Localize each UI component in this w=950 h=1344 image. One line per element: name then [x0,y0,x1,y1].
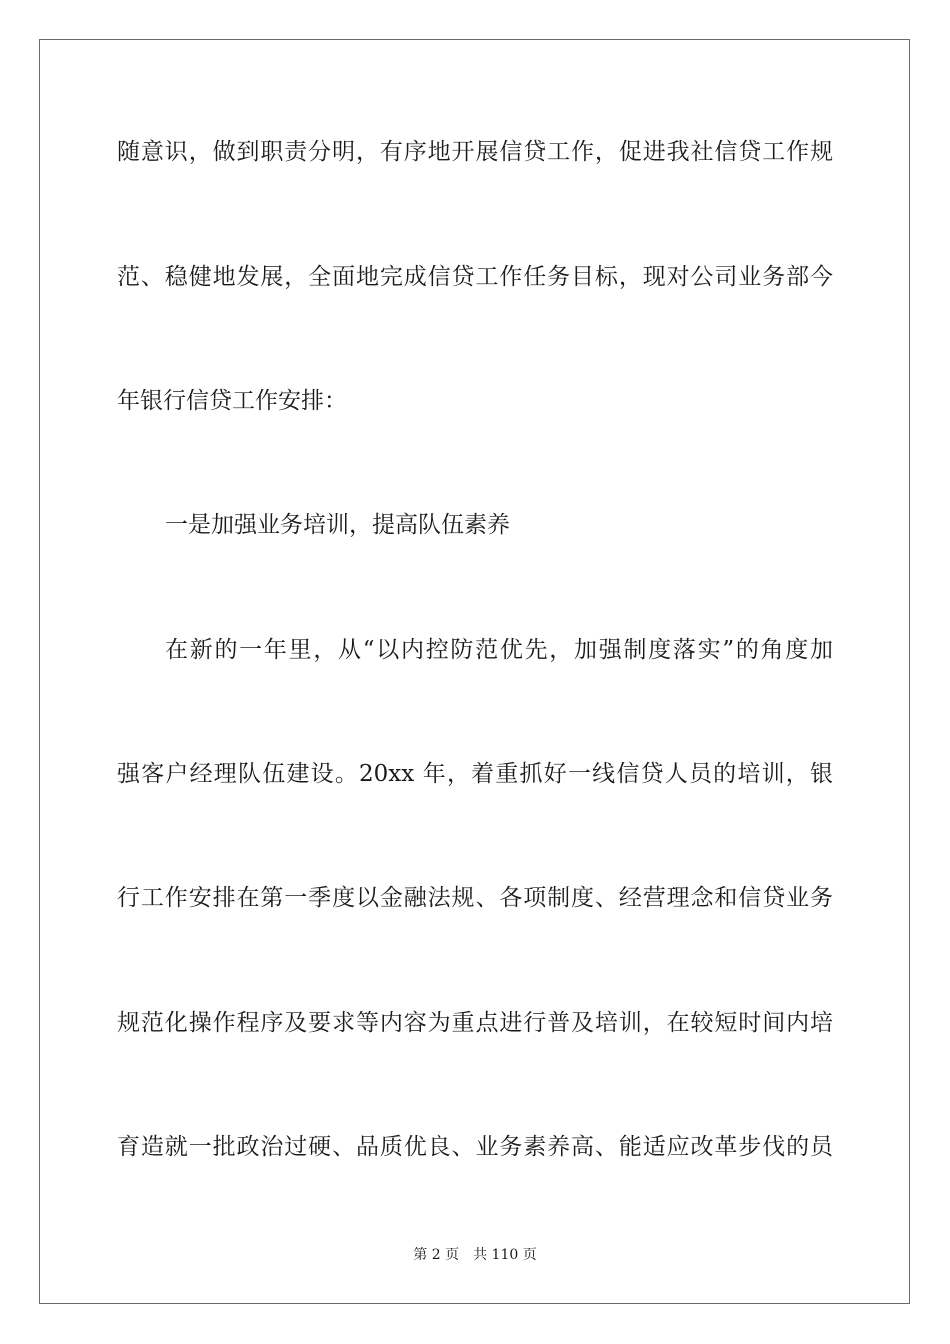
paragraph-line-5: 强客户经理队伍建设。20xx 年，着重抓好一线信贷人员的培训，银 [117,761,833,787]
paragraph-line-6: 行工作安排在第一季度以金融法规、各项制度、经营理念和信贷业务 [117,885,833,911]
paragraph-line-8: 育造就一批政治过硬、品质优良、业务素养高、能适应改革步伐的员 [117,1134,833,1160]
paragraph-line-3: 年银行信贷工作安排： [117,388,347,414]
paragraph-line-7: 规范化操作程序及要求等内容为重点进行普及培训，在较短时间内培 [117,1010,833,1036]
paragraph-line-4: 在新的一年里，从“以内控防范优先，加强制度落实”的角度加 [165,637,833,663]
page-number-current: 第 2 页 [413,1247,460,1263]
paragraph-line-2: 范、稳健地发展，全面地完成信贷工作任务目标，现对公司业务部今 [117,264,833,290]
section-heading-1: 一是加强业务培训，提高队伍素养 [165,512,510,538]
page-border [39,39,910,1304]
paragraph-line-1: 随意识，做到职责分明，有序地开展信贷工作，促进我社信贷工作规 [117,139,833,165]
page-number-total: 共 110 页 [473,1247,537,1263]
page-footer [0,1246,950,1264]
